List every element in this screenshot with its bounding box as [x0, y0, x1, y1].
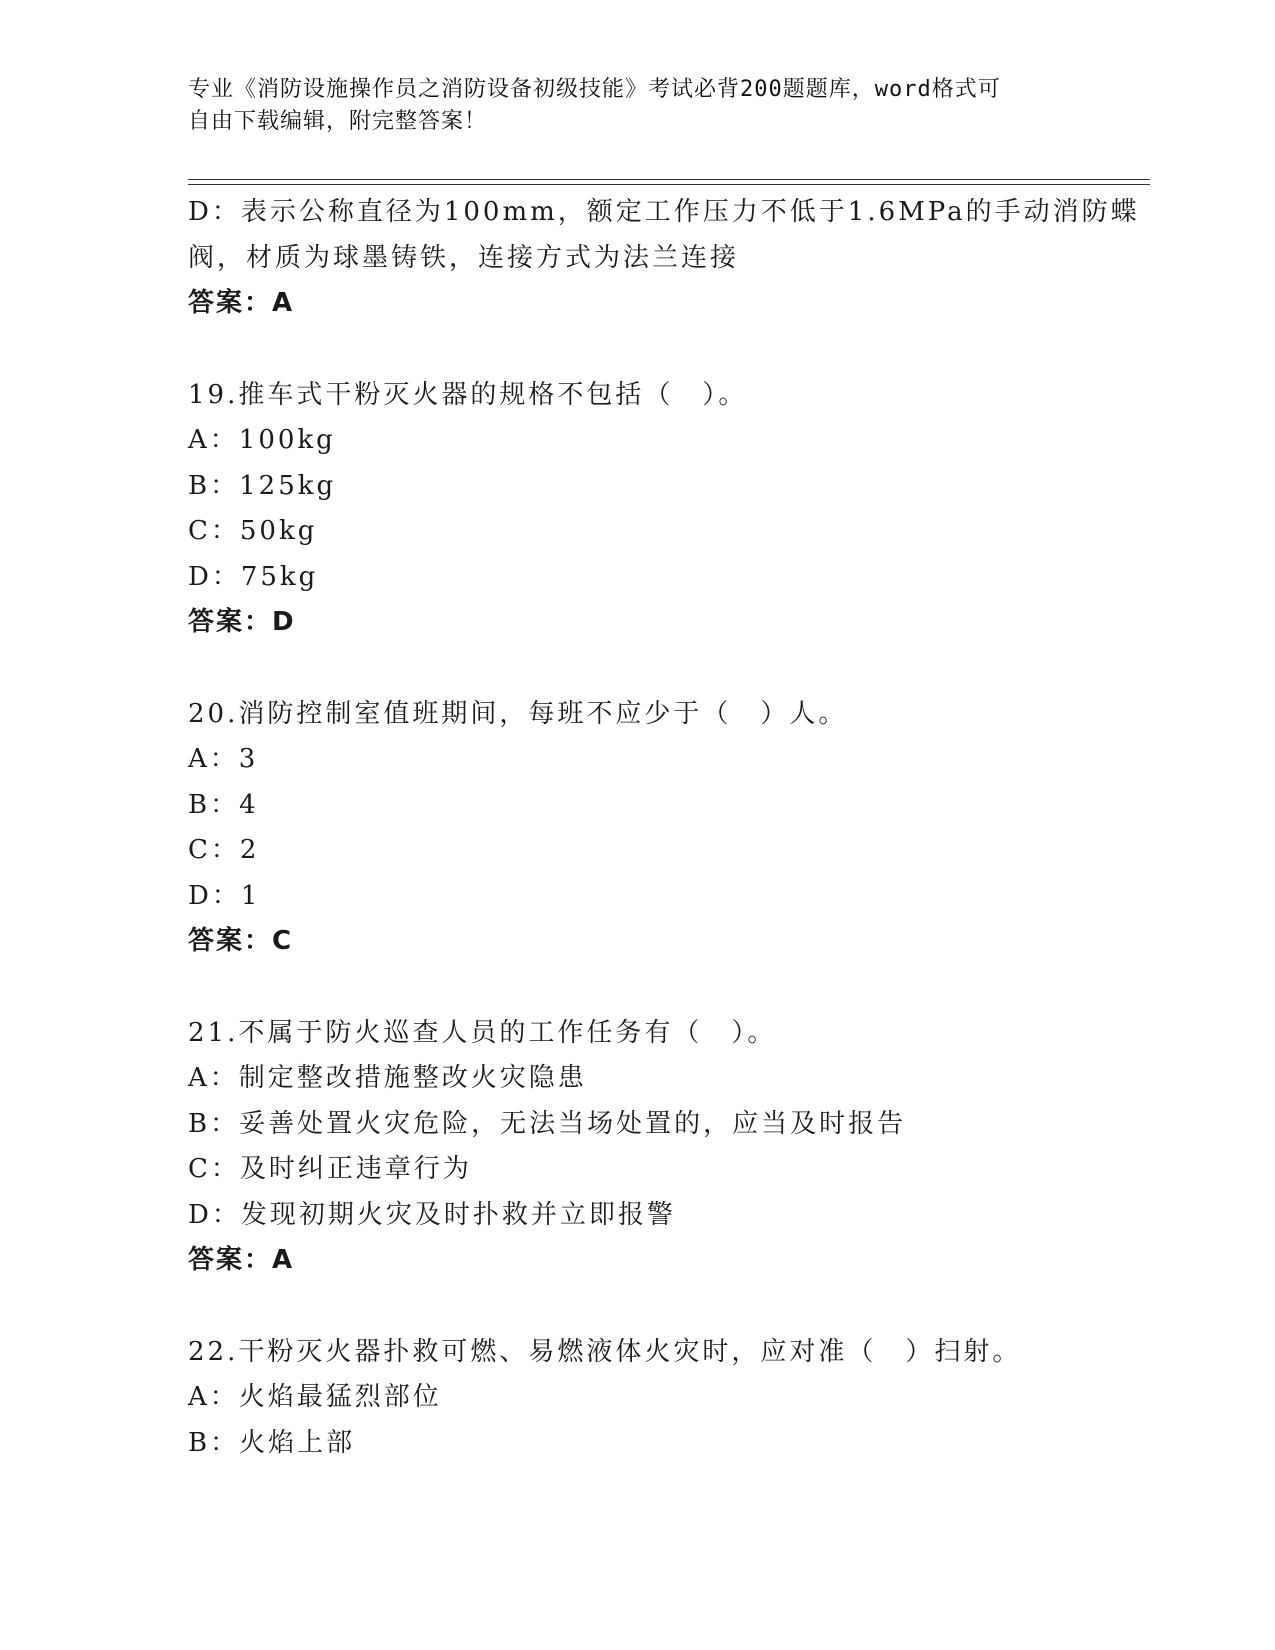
option-d: D：75kg	[188, 561, 319, 592]
question-stem: 21.不属于防火巡查人员的工作任务有（ ）。	[188, 1017, 777, 1048]
question-stem: 20.消防控制室值班期间，每班不应少于（ ）人。	[188, 698, 848, 729]
option-b: B：妥善处置火灾危险，无法当场处置的，应当及时报告	[188, 1108, 907, 1139]
spacer	[188, 327, 1088, 373]
question-19	[188, 373, 1088, 646]
spacer	[188, 646, 1088, 692]
previous-question-tail	[188, 190, 1140, 327]
question-20	[188, 692, 1088, 965]
option-a: A：制定整改措施整改火灾隐患	[188, 1063, 587, 1093]
answer: 答案：A	[188, 288, 295, 318]
answer: 答案：D	[188, 607, 296, 637]
question-stem: 22.干粉灭火器扑救可燃、易燃液体火灾时，应对准（ ）扫射。	[188, 1336, 1022, 1367]
question-content	[188, 190, 1140, 1466]
question-21	[188, 1011, 1088, 1284]
option-a: A：3	[188, 744, 259, 774]
option-b: B：火焰上部	[188, 1427, 356, 1458]
option-d: D：发现初期火灾及时扑救并立即报警	[188, 1199, 676, 1230]
question-stem: 19.推车式干粉灭火器的规格不包括（ ）。	[188, 379, 748, 410]
header-line-2: 自由下载编辑，附完整答案！	[188, 109, 488, 134]
option-d: D：1	[188, 880, 261, 911]
document-header	[188, 74, 1088, 138]
option-a: A：火焰最猛烈部位	[188, 1382, 442, 1412]
header-line-1: 专业《消防设施操作员之消防设备初级技能》考试必背200题题库，word格式可	[188, 77, 1001, 102]
option-b: B：4	[188, 789, 259, 820]
option-d-continued: 阀，材质为球墨铸铁，连接方式为法兰连接	[188, 242, 740, 273]
header-divider-top	[188, 179, 1150, 180]
option-d: D：表示公称直径为100mm，额定工作压力不低于1.6MPa的手动消防蝶	[188, 197, 1140, 227]
option-c: C：2	[188, 835, 260, 865]
header-divider-bottom	[188, 184, 1150, 185]
spacer	[188, 965, 1088, 1011]
answer: 答案：A	[188, 1245, 295, 1275]
option-c: C：50kg	[188, 516, 318, 546]
option-a: A：100kg	[188, 425, 336, 455]
answer: 答案：C	[188, 926, 294, 956]
option-c: C：及时纠正违章行为	[188, 1154, 472, 1184]
spacer	[188, 1284, 1088, 1330]
question-22	[188, 1330, 1088, 1467]
option-b: B：125kg	[188, 470, 337, 501]
